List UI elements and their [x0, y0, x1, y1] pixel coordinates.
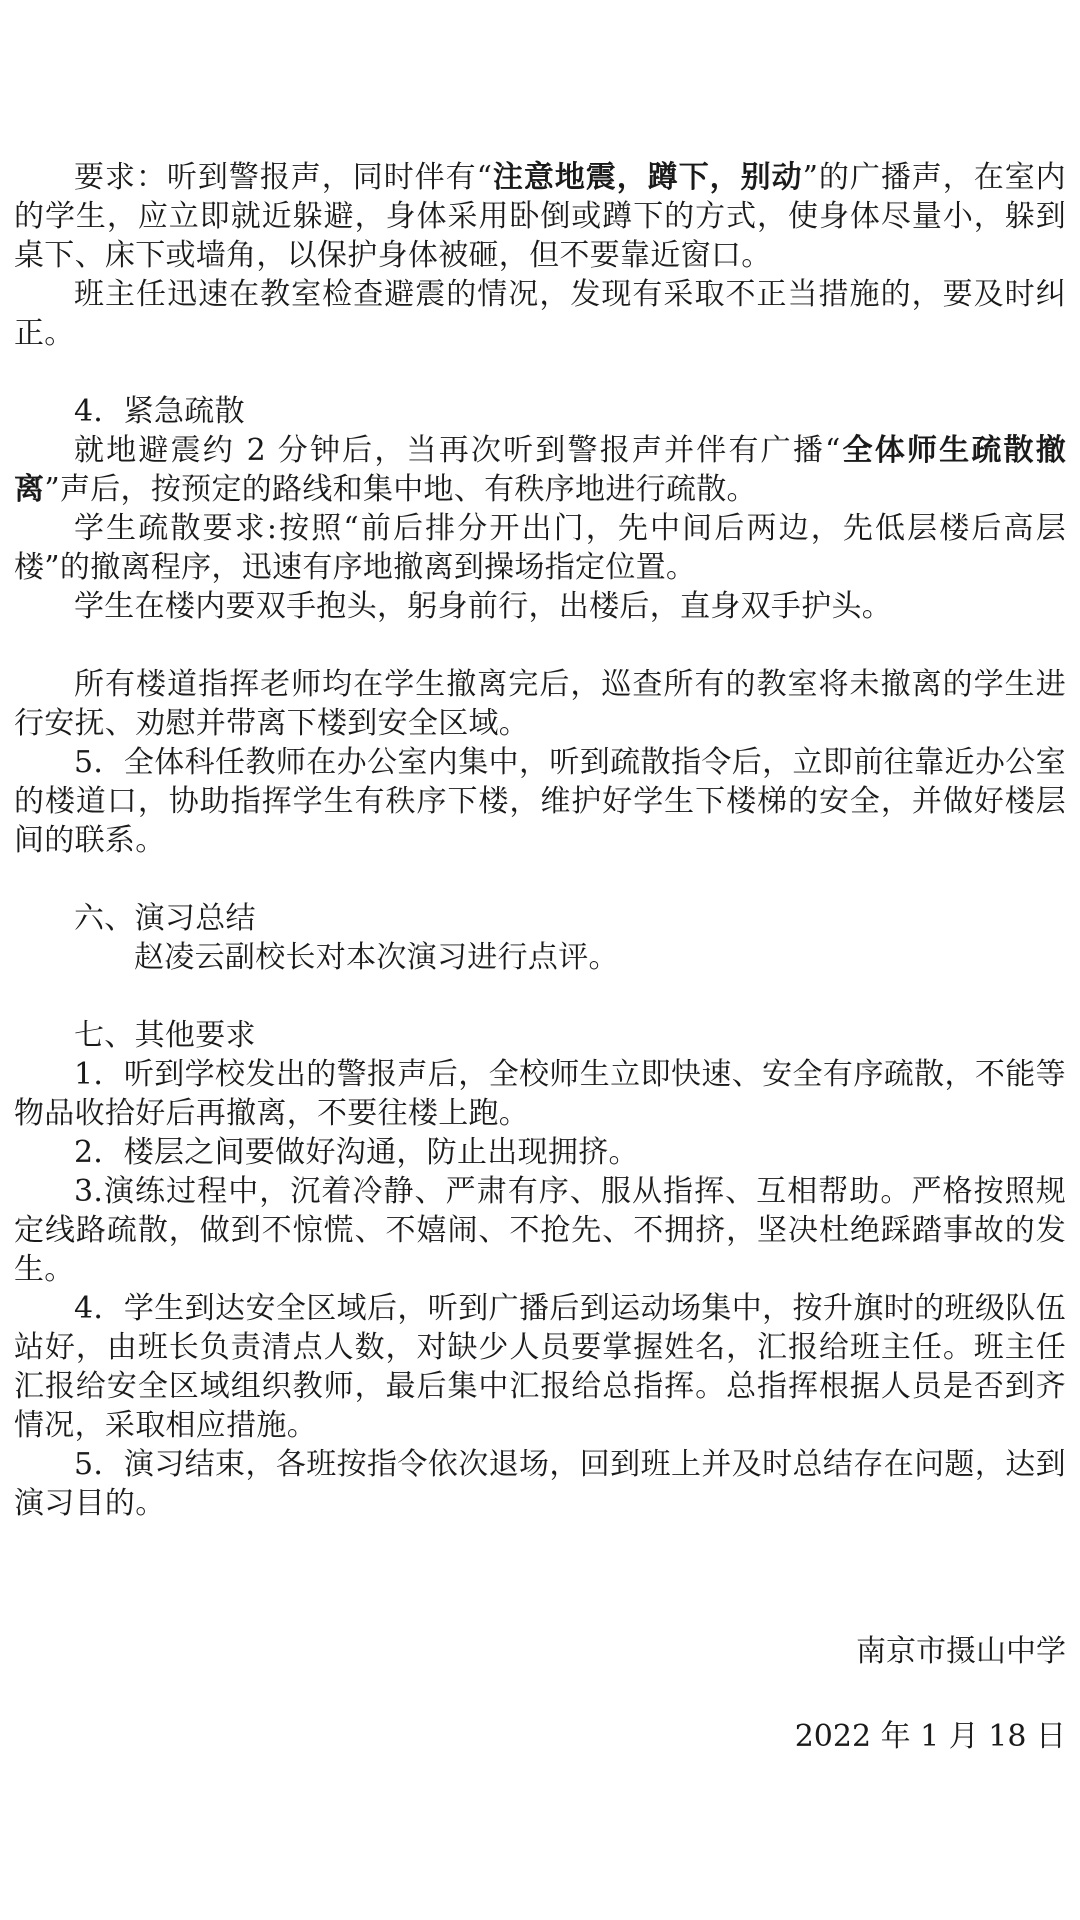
- requirement-item-4: 4．学生到达安全区域后，听到广播后到运动场集中，按升旗时的班级队伍站好，由班长负责清点人数，对缺少人员要掌握姓名，汇报给班主任。班主任汇报给安全区域组织教师，最后集中汇报给总指挥。总指挥根据人员是否到齐情况，采取相应措施。: [14, 1291, 1066, 1443]
- requirement-item-1: 1．听到学校发出的警报声后，全校师生立即快速、安全有序疏散，不能等物品收拾好后再撤离，不要往楼上跑。: [14, 1057, 1066, 1131]
- spacer: [14, 353, 1066, 392]
- paragraph-student-evacuation-rules: 学生疏散要求:按照“前后排分开出门，先中间后两边，先低层楼后高层楼”的撤离程序，迅速有序地撤离到操场指定位置。: [14, 511, 1066, 585]
- paragraph-head-teacher-check: 班主任迅速在教室检查避震的情况，发现有采取不正当措施的，要及时纠正。: [14, 277, 1066, 351]
- spacer: [14, 860, 1066, 899]
- section-heading-drill-summary: 六、演习总结: [74, 901, 256, 936]
- paragraph-corridor-teachers: 所有楼道指挥老师均在学生撤离完后，巡查所有的教室将未撤离的学生进行安抚、劝慰并带离下楼到安全区域。: [14, 667, 1066, 741]
- document-date: 2022 年 1 月 18 日: [794, 1719, 1066, 1754]
- requirement-item-3: 3.演练过程中，沉着冷静、严肃有序、服从指挥、互相帮助。严格按照规定线路疏散，做到不惊慌、不嬉闹、不抢先、不拥挤，坚决杜绝踩踏事故的发生。: [14, 1174, 1066, 1287]
- requirement-item-2: 2．楼层之间要做好沟通，防止出现拥挤。: [74, 1135, 639, 1170]
- spacer: [14, 977, 1066, 1016]
- school-name: 南京市摄山中学: [856, 1634, 1066, 1669]
- paragraph-evacuation-lead: 就地避震约 2 分钟后，当再次听到警报声并伴有广播“: [74, 433, 841, 468]
- paragraph-requirement-rest: ”的广播声，在室内的学生，应立即就近躲避，身体采用卧倒或蹲下的方式，使身体尽量小，躲到桌下、床下或墙角，以保护身体被砸，但不要靠近窗口。: [14, 160, 1066, 273]
- paragraph-requirement: [14, 158, 1066, 275]
- document-body: [14, 158, 1066, 1523]
- paragraph-protect-head: 学生在楼内要双手抱头，躬身前行，出楼后，直身双手护头。: [74, 589, 893, 624]
- section-heading-other-requirements: 七、其他要求: [74, 1018, 256, 1053]
- requirement-item-5: 5．演习结束，各班按指令依次退场，回到班上并及时总结存在问题，达到演习目的。: [14, 1447, 1066, 1521]
- paragraph-subject-teachers: 5．全体科任教师在办公室内集中，听到疏散指令后，立即前往靠近办公室的楼道口，协助指挥学生有秩序下楼，维护好学生下楼梯的安全，并做好楼层间的联系。: [14, 745, 1066, 858]
- paragraph-evacuation-rest: ”声后，按预定的路线和集中地、有秩序地进行疏散。: [44, 472, 757, 507]
- paragraph-vice-principal-review: 赵凌云副校长对本次演习进行点评。: [134, 940, 619, 975]
- spacer: [14, 626, 1066, 665]
- broadcast-phrase-evacuate: 全体师生疏散撤离: [14, 433, 1067, 507]
- section-heading-emergency-evacuation: 4．紧急疏散: [74, 394, 245, 429]
- paragraph-evacuation-start: [14, 431, 1066, 509]
- broadcast-phrase-earthquake: 注意地震，蹲下，别动: [492, 160, 803, 195]
- paragraph-requirement-lead: 要求：听到警报声，同时伴有“: [74, 160, 493, 195]
